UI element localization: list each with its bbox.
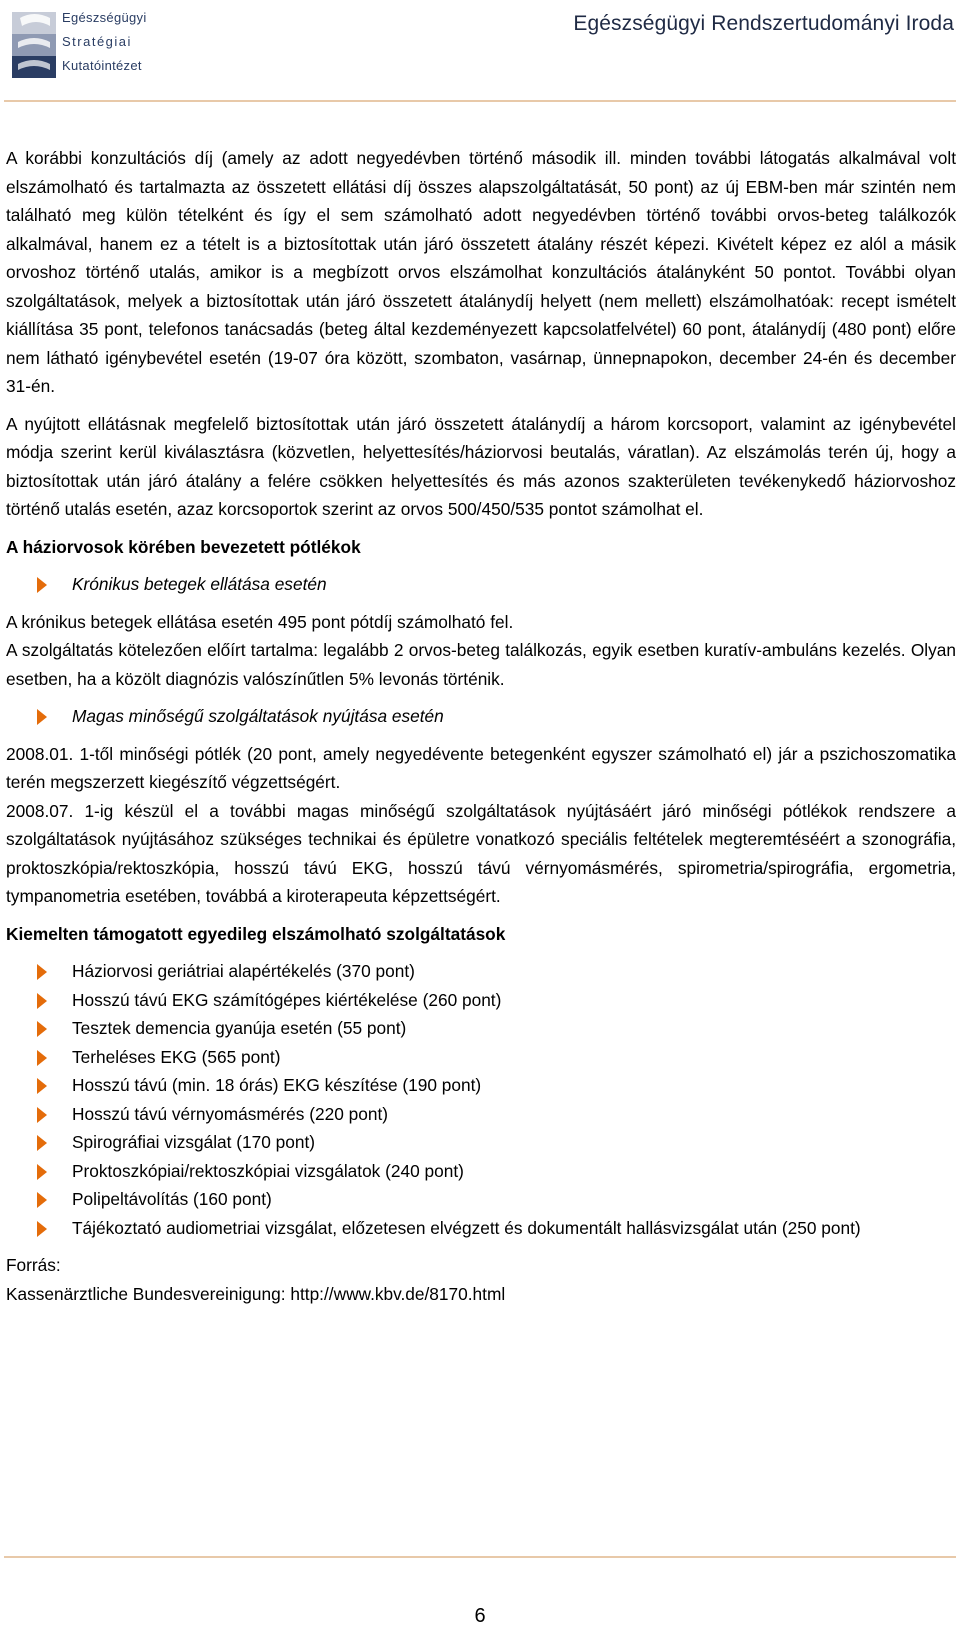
paragraph-kronikus-potdij: A krónikus betegek ellátása esetén 495 pont pótdíj számolható fel. <box>6 611 514 632</box>
paragraph-minosegi-potlek: 2008.01. 1-től minőségi pótlék (20 pont, amely negyedévente betegenként egyszer számolható el) jár a pszichoszomatika terén megszerzett kiegészítő végzettségért. <box>6 743 956 792</box>
bullet-arrow-icon <box>37 1050 47 1066</box>
subheading-label: Magas minőségű szolgáltatások nyújtása esetén <box>72 706 444 726</box>
bullet-arrow-icon <box>37 1221 47 1237</box>
page-header <box>0 0 960 102</box>
bullet-arrow-icon <box>37 1021 47 1037</box>
bullet-arrow-icon <box>37 964 47 980</box>
services-list <box>6 957 956 1242</box>
list-item: Tesztek demencia gyanúja esetén (55 pont) <box>6 1014 956 1043</box>
paragraph-atalanydij: A nyújtott ellátásnak megfelelő biztosítottak után járó összetett átalánydíj a három korcsoport, valamint az igénybevétel módja szerint kerül kiválasztásra (közvetlen, helyettesítés/háziorvosi beutalás, váratlan). Az elszámolás terén új, hogy a biztosítottak után járó átalány a felére csökken helyettesítés és más azonos szakterületen tevékenykedő háziorvoshoz történő utalás esetén, azaz korcsoportok szerint az orvos 500/450/535 pontot számolhat el. <box>6 413 956 519</box>
bullet-arrow-icon <box>37 709 47 725</box>
source-label: Forrás: <box>6 1255 61 1275</box>
logo-line-1: Egészségügyi <box>62 10 147 25</box>
bullet-arrow-icon <box>37 1192 47 1208</box>
subheading-magas-minosegu <box>6 702 956 731</box>
logo-line-2: Stratégiai <box>62 34 132 49</box>
paragraph-konzultacios-dij: A korábbi konzultációs díj (amely az adott negyedévben történő második ill. minden további látogatás alkalmával volt elszámolható és tartalmazta az összetett ellátási díj összes alapszolgáltatását, 50 pont) az új EBM-ben már szintén nem található meg külön tételként és így el sem számolható adott negyedévben történő további orvos-beteg találkozók alkalmával, hanem ez a tételt is a biztosítottak után járó összetett átalány részét képezi. Kivételt képez ez alól a másik orvoshoz történő utalás, amikor is a megbízott orvos elszámolhat konzultációs átalányként 50 pontot. További olyan szolgáltatások, melyek a biztosítottak után járó összetett átalánydíj helyett (nem mellett) elszámolhatóak: recept ismételt kiállítása 35 pont, telefonos tanácsadás (beteg által kezdeményezett kapcsolatfelvétel) 60 pont, átalánydíj (480 pont) előre nem látható igénybevétel esetén (19-07 óra között, szombaton, vasárnap, ünnepnapokon, december 24-én és december 31-én. <box>6 148 956 396</box>
list-item: Hosszú távú (min. 18 órás) EKG készítése (190 pont) <box>6 1071 956 1100</box>
bullet-arrow-icon <box>37 993 47 1009</box>
section-heading-potlekok: A háziorvosok körében bevezetett pótlékok <box>6 536 361 557</box>
list-item: Háziorvosi geriátriai alapértékelés (370 pont) <box>6 957 956 986</box>
list-item: Polipeltávolítás (160 pont) <box>6 1185 956 1214</box>
list-item: Terheléses EKG (565 pont) <box>6 1043 956 1072</box>
bullet-arrow-icon <box>37 1135 47 1151</box>
document-body <box>6 144 956 1308</box>
bullet-arrow-icon <box>37 1164 47 1180</box>
list-item: Hosszú távú vérnyomásmérés (220 pont) <box>6 1100 956 1129</box>
bullet-arrow-icon <box>37 1107 47 1123</box>
list-item: Hosszú távú EKG számítógépes kiértékelése (260 pont) <box>6 986 956 1015</box>
page-number: 6 <box>474 1605 486 1627</box>
paragraph-minosegi-potlekok-rendszere: 2008.07. 1-ig készül el a további magas minőségű szolgáltatások nyújtásáért járó minőségi pótlékok rendszere a szolgáltatások nyújtásához szükséges technikai és épületre vonatkozó speciális feltételek megteremtéséért a szonográfia, proktoszkópia/rektoszkópia, hosszú távú EKG, hosszú távú vérnyomásmérés, spirometria/spirográfia, ergometria, tympanometria esetében, továbbá a kiroterapeuta képzettségért. <box>6 800 956 906</box>
subheading-kronikus <box>6 570 956 599</box>
list-item: Proktoszkópiai/rektoszkópiai vizsgálatok (240 pont) <box>6 1157 956 1186</box>
list-item: Tájékoztató audiometriai vizsgálat, előzetesen elvégzett és dokumentált hallásvizsgálat után (250 pont) <box>6 1214 956 1243</box>
paragraph-kotelezo-tartalom: A szolgáltatás kötelezően előírt tartalma: legalább 2 orvos-beteg találkozás, egyik esetben kuratív-ambuláns kezelés. Olyan esetben, ha a közölt diagnózis valószínűtlen 5% levonás történik. <box>6 640 956 689</box>
organization-name: Egészségügyi Rendszertudományi Iroda <box>573 12 954 35</box>
bullet-arrow-icon <box>37 1078 47 1094</box>
bullet-arrow-icon <box>37 577 47 593</box>
header-divider <box>4 100 956 102</box>
subheading-label: Krónikus betegek ellátása esetén <box>72 574 327 594</box>
source-citation: Kassenärztliche Bundesvereinigung: http://www.kbv.de/8170.html <box>6 1283 506 1304</box>
logo-line-3: Kutatóintézet <box>62 58 142 73</box>
footer-divider <box>4 1556 956 1558</box>
logo <box>12 8 147 82</box>
section-heading-kiemelten-tamogatott: Kiemelten támogatott egyedileg elszámolható szolgáltatások <box>6 923 506 944</box>
list-item: Spirográfiai vizsgálat (170 pont) <box>6 1128 956 1157</box>
